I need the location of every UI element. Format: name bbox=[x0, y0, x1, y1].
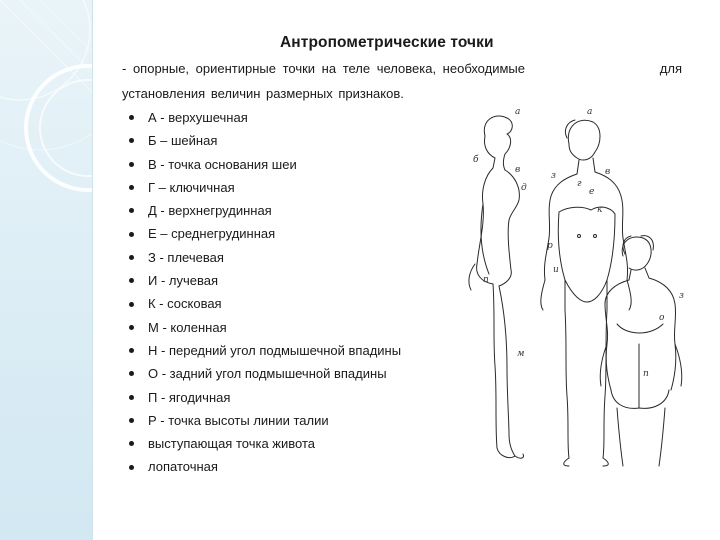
label-v2: в bbox=[605, 167, 611, 177]
label-p1: п bbox=[483, 275, 489, 285]
list-item bbox=[122, 339, 401, 362]
bullet-icon bbox=[129, 395, 134, 400]
label-r2: р bbox=[547, 241, 553, 251]
bullet-icon bbox=[129, 278, 134, 283]
list-item-text: И - лучевая bbox=[148, 273, 219, 289]
intro-line-1-text: - опорные, ориентирные точки на теле человека, необходимые bbox=[122, 61, 525, 76]
intro-line-1 bbox=[122, 61, 682, 76]
list-item-text: Н - передний угол подмышечной впадины bbox=[148, 342, 402, 358]
label-i2: и bbox=[553, 265, 559, 275]
list-item-text: О - задний угол подмышечной впадины bbox=[148, 366, 387, 382]
list-item-text: А - верхушечная bbox=[148, 110, 248, 125]
bullet-icon bbox=[129, 325, 134, 330]
list-item-text: Е – среднегрудинная bbox=[148, 226, 276, 242]
label-o3: о bbox=[659, 313, 665, 323]
list-item-text: З - плечевая bbox=[148, 249, 224, 265]
decorative-circles bbox=[0, 0, 92, 540]
bullet-icon bbox=[129, 441, 134, 446]
bullet-icon bbox=[129, 465, 134, 470]
intro-line-2: установления величин размерных признаков. bbox=[122, 86, 404, 101]
list-item-text: П - ягодичная bbox=[148, 389, 231, 405]
label-v1: в bbox=[515, 165, 521, 175]
bullet-icon bbox=[129, 255, 134, 260]
list-item-text: Р - точка высоты линии талии bbox=[148, 412, 329, 428]
list-item bbox=[122, 246, 401, 269]
list-item bbox=[122, 386, 401, 409]
list-item bbox=[122, 362, 401, 385]
back-view-figure bbox=[600, 236, 682, 466]
label-k2: к bbox=[597, 205, 603, 215]
list-item bbox=[122, 316, 401, 339]
label-g2: г bbox=[577, 179, 582, 189]
bullet-icon bbox=[129, 115, 134, 120]
bullet-icon bbox=[129, 138, 134, 143]
list-item bbox=[122, 409, 401, 432]
points-list bbox=[122, 106, 401, 479]
list-item bbox=[122, 153, 401, 176]
list-item bbox=[122, 106, 401, 129]
list-item bbox=[122, 176, 401, 199]
label-p3: п bbox=[643, 369, 649, 379]
list-item-text: М - коленная bbox=[148, 319, 227, 335]
label-d1: д bbox=[521, 183, 527, 193]
label-z3: з bbox=[679, 291, 684, 301]
list-item bbox=[122, 269, 401, 292]
list-item-text: В - точка основания шеи bbox=[148, 156, 297, 172]
list-item-text: выступающая точка живота bbox=[148, 436, 315, 452]
bullet-icon bbox=[129, 371, 134, 376]
list-item bbox=[122, 222, 401, 245]
anthropometric-figures-illustration bbox=[455, 104, 700, 470]
label-z2: з bbox=[551, 171, 556, 181]
list-item-text: Д - верхнегрудинная bbox=[148, 203, 272, 219]
list-item-text: К - сосковая bbox=[148, 296, 222, 312]
label-m1: м bbox=[517, 349, 525, 359]
bullet-icon bbox=[129, 162, 134, 167]
bullet-icon bbox=[129, 185, 134, 190]
list-item bbox=[122, 129, 401, 152]
label-a1: а bbox=[515, 107, 521, 117]
bullet-icon bbox=[129, 348, 134, 353]
list-item bbox=[122, 199, 401, 222]
list-item bbox=[122, 432, 401, 455]
list-item-text: лопаточная bbox=[148, 459, 218, 475]
label-e2: е bbox=[589, 187, 595, 197]
list-item bbox=[122, 455, 401, 478]
figure-point-labels bbox=[473, 107, 684, 379]
bullet-icon bbox=[129, 208, 134, 213]
label-b1: б bbox=[473, 155, 479, 165]
intro-line-1-end: для bbox=[659, 61, 682, 76]
list-item bbox=[122, 292, 401, 315]
list-item-text: Г – ключичная bbox=[148, 179, 235, 195]
bullet-icon bbox=[129, 418, 134, 423]
decorative-side-strip bbox=[0, 0, 93, 540]
label-a2: а bbox=[587, 107, 593, 117]
bullet-icon bbox=[129, 302, 134, 307]
bullet-icon bbox=[129, 232, 134, 237]
list-item-text: Б – шейная bbox=[148, 133, 218, 149]
slide-title: Антропометрические точки bbox=[280, 34, 494, 51]
